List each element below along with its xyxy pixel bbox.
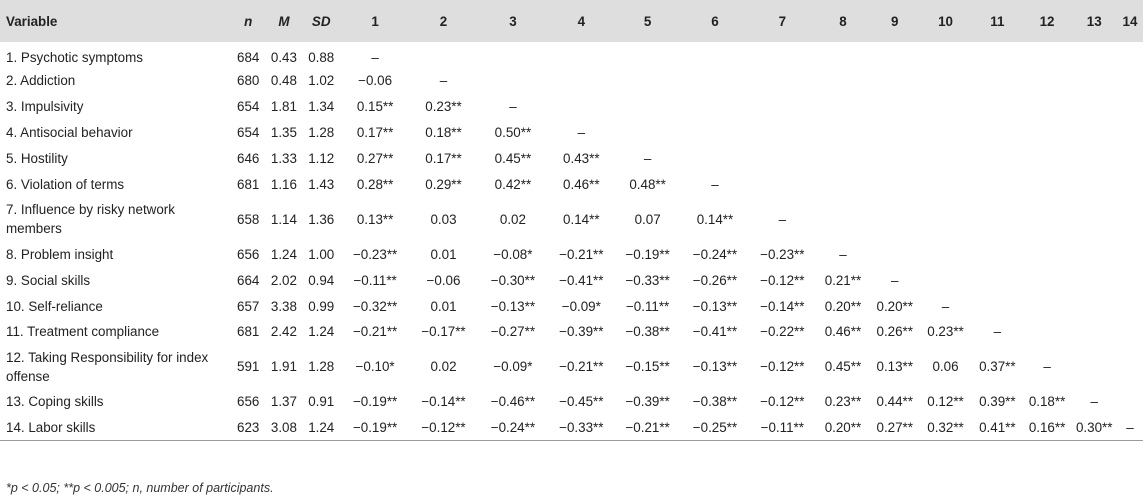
n-cell: 681 bbox=[237, 176, 260, 192]
correlation-cell: −0.41** bbox=[559, 272, 604, 288]
correlation-cell: 0.18** bbox=[1028, 394, 1066, 410]
correlation-cell: −0.21** bbox=[614, 415, 680, 441]
correlation-cell: −0.19** bbox=[625, 246, 670, 262]
table-row bbox=[0, 42, 1143, 68]
correlation-cell bbox=[919, 197, 972, 241]
mean-cell: 2.02 bbox=[270, 272, 297, 288]
correlation-cell: 0.32** bbox=[919, 415, 972, 441]
correlation-cell: – bbox=[839, 246, 847, 262]
correlation-cell bbox=[870, 120, 919, 146]
correlation-cell: −0.13** bbox=[692, 359, 738, 375]
correlation-cell: −0.13** bbox=[490, 298, 536, 314]
column-header-7: 7 bbox=[778, 13, 787, 29]
correlation-cell bbox=[548, 42, 614, 68]
correlation-cell bbox=[1071, 68, 1117, 94]
correlation-cell bbox=[1071, 293, 1117, 319]
variable-label: 13. Coping skills bbox=[6, 394, 104, 410]
n-cell: 684 bbox=[237, 50, 260, 66]
mean-cell: 1.37 bbox=[270, 394, 297, 410]
correlation-cell: −0.26** bbox=[692, 272, 738, 288]
mean-cell: 1.81 bbox=[270, 99, 297, 115]
correlation-cell: 0.39** bbox=[979, 394, 1016, 410]
variable-label: 7. Influence by risky network members bbox=[6, 202, 175, 237]
correlation-cell bbox=[919, 146, 972, 172]
correlation-cell bbox=[1117, 293, 1143, 319]
correlation-cell: – bbox=[509, 99, 517, 115]
correlation-cell: −0.06 bbox=[426, 272, 461, 288]
correlation-cell bbox=[972, 146, 1023, 172]
correlation-cell: – bbox=[778, 211, 787, 227]
correlation-cell bbox=[1023, 68, 1072, 94]
correlation-cell: −0.11** bbox=[749, 415, 815, 441]
correlation-cell: 0.23** bbox=[927, 324, 964, 340]
correlation-cell bbox=[1023, 267, 1072, 293]
sd-cell: 1.28 bbox=[308, 359, 335, 375]
correlation-cell bbox=[972, 68, 1023, 94]
column-header-5: 5 bbox=[643, 13, 652, 29]
table-row bbox=[0, 345, 1143, 389]
correlation-cell bbox=[1071, 319, 1117, 345]
correlation-cell: 0.18** bbox=[425, 125, 462, 141]
correlation-cell: −0.39** bbox=[559, 324, 604, 340]
correlation-cell: 0.26** bbox=[876, 324, 913, 340]
correlation-cell bbox=[1071, 267, 1117, 293]
correlation-cell: 0.43** bbox=[563, 151, 600, 166]
variable-label: 11. Treatment compliance bbox=[6, 324, 160, 340]
correlation-cell bbox=[1071, 241, 1117, 267]
correlation-cell: −0.33** bbox=[625, 272, 670, 288]
correlation-cell bbox=[681, 120, 749, 146]
mean-cell: 1.91 bbox=[270, 359, 297, 375]
sd-cell: 1.34 bbox=[308, 99, 335, 115]
correlation-cell: −0.24** bbox=[692, 246, 738, 262]
sd-cell: 1.00 bbox=[308, 246, 335, 262]
correlation-cell: −0.41** bbox=[692, 324, 738, 340]
correlation-cell bbox=[548, 68, 614, 94]
correlation-cell: – bbox=[891, 272, 899, 288]
correlation-cell: 0.15** bbox=[356, 99, 394, 115]
correlation-cell: 0.37** bbox=[979, 359, 1016, 375]
correlation-cell: −0.23** bbox=[760, 246, 805, 262]
column-header-1: 1 bbox=[371, 13, 379, 29]
correlation-cell: 0.20** bbox=[815, 415, 870, 441]
mean-cell: 1.14 bbox=[270, 211, 297, 227]
correlation-cell bbox=[1117, 241, 1143, 267]
correlation-cell: 0.02 bbox=[499, 211, 526, 227]
correlation-cell: −0.17** bbox=[421, 324, 466, 340]
correlation-cell: 0.23** bbox=[824, 394, 862, 410]
correlation-cell bbox=[1023, 42, 1072, 68]
correlation-cell: 0.29** bbox=[425, 176, 462, 192]
correlation-cell bbox=[1023, 171, 1072, 197]
correlation-cell: −0.46** bbox=[490, 394, 536, 410]
correlation-cell bbox=[614, 120, 680, 146]
correlation-cell bbox=[870, 171, 919, 197]
correlation-cell bbox=[548, 94, 614, 120]
correlation-cell bbox=[919, 94, 972, 120]
sd-cell: 0.94 bbox=[308, 272, 335, 288]
correlation-cell: 0.42** bbox=[494, 176, 532, 192]
column-header-variable: Variable bbox=[6, 13, 58, 29]
sd-cell: 1.02 bbox=[308, 73, 335, 89]
mean-cell: 2.42 bbox=[270, 324, 297, 340]
correlation-cell: 0.30** bbox=[1071, 415, 1117, 441]
correlation-cell bbox=[681, 146, 749, 172]
correlation-cell: 0.02 bbox=[430, 359, 457, 375]
correlation-cell bbox=[1023, 94, 1072, 120]
correlation-cell bbox=[972, 42, 1023, 68]
correlation-cell bbox=[614, 42, 680, 68]
correlation-cell bbox=[919, 241, 972, 267]
table-row bbox=[0, 319, 1143, 345]
correlation-cell: −0.24** bbox=[478, 415, 548, 441]
mean-cell: 1.33 bbox=[270, 151, 297, 166]
correlation-cell bbox=[815, 120, 870, 146]
mean-cell: 0.43 bbox=[270, 50, 297, 66]
correlation-cell: 0.17** bbox=[425, 151, 462, 166]
table-row bbox=[0, 389, 1143, 415]
correlation-cell: 0.12** bbox=[927, 394, 964, 410]
n-cell: 591 bbox=[237, 359, 260, 375]
variable-label: 2. Addiction bbox=[6, 73, 76, 89]
correlation-cell bbox=[1071, 94, 1117, 120]
correlation-cell bbox=[681, 68, 749, 94]
sd-cell: 1.43 bbox=[308, 176, 335, 192]
correlation-cell: −0.11** bbox=[625, 298, 670, 314]
table-row bbox=[0, 146, 1143, 172]
n-cell: 657 bbox=[237, 298, 260, 314]
correlation-cell: −0.09* bbox=[493, 359, 533, 375]
table-row bbox=[0, 197, 1143, 241]
mean-cell: 1.16 bbox=[270, 176, 297, 192]
variable-label: 5. Hostility bbox=[6, 151, 68, 166]
n-cell: 656 bbox=[237, 394, 260, 410]
table-row bbox=[0, 415, 1143, 441]
column-header-n: n bbox=[244, 13, 253, 29]
n-cell: 658 bbox=[237, 211, 260, 227]
mean-cell: 0.48 bbox=[270, 73, 297, 89]
correlation-cell: −0.19** bbox=[352, 394, 398, 410]
table-row bbox=[0, 171, 1143, 197]
correlation-cell bbox=[681, 94, 749, 120]
correlation-cell bbox=[972, 197, 1023, 241]
correlation-cell: 0.17** bbox=[356, 125, 394, 141]
n-cell: 664 bbox=[237, 272, 260, 288]
correlation-cell: 0.41** bbox=[972, 415, 1023, 441]
variable-label: 4. Antisocial behavior bbox=[6, 125, 133, 141]
correlation-cell bbox=[972, 267, 1023, 293]
correlation-cell: 0.46** bbox=[563, 176, 600, 192]
table-row bbox=[0, 120, 1143, 146]
correlation-cell: 0.48** bbox=[629, 176, 666, 192]
correlation-cell: – bbox=[1043, 359, 1051, 375]
correlation-cell: −0.21** bbox=[559, 246, 604, 262]
correlation-cell: −0.15** bbox=[625, 359, 670, 375]
column-header-13: 13 bbox=[1086, 13, 1102, 29]
correlation-cell bbox=[1117, 146, 1143, 172]
n-cell: 680 bbox=[237, 73, 260, 89]
correlation-cell bbox=[1023, 197, 1072, 241]
correlation-cell bbox=[919, 171, 972, 197]
correlation-cell: −0.13** bbox=[692, 298, 738, 314]
column-header-14: 14 bbox=[1122, 13, 1138, 29]
correlation-cell: 0.06 bbox=[932, 359, 959, 375]
column-header-m: M bbox=[278, 13, 290, 29]
correlation-cell: −0.19** bbox=[341, 415, 409, 441]
correlation-cell bbox=[870, 42, 919, 68]
mean-cell: 1.35 bbox=[270, 125, 297, 141]
sd-cell: 0.88 bbox=[308, 50, 335, 66]
column-header-8: 8 bbox=[839, 13, 847, 29]
correlation-cell: 0.50** bbox=[494, 125, 532, 141]
table-footnote: *p < 0.05; **p < 0.005; n, number of participants. bbox=[6, 481, 274, 495]
correlation-cell bbox=[409, 42, 477, 68]
correlation-cell bbox=[749, 94, 815, 120]
correlation-cell: – bbox=[711, 176, 719, 192]
correlation-cell bbox=[1117, 94, 1143, 120]
correlation-cell: 0.01 bbox=[430, 246, 457, 262]
correlation-cell bbox=[972, 293, 1023, 319]
correlation-cell bbox=[478, 42, 548, 68]
column-header-6: 6 bbox=[711, 13, 719, 29]
column-header-12: 12 bbox=[1039, 13, 1055, 29]
correlation-cell bbox=[1023, 146, 1072, 172]
header-row bbox=[0, 0, 1143, 42]
correlation-cell: – bbox=[439, 73, 448, 89]
correlation-cell bbox=[870, 94, 919, 120]
correlation-cell bbox=[749, 42, 815, 68]
correlation-cell: 0.13** bbox=[356, 211, 394, 227]
correlation-cell bbox=[614, 68, 680, 94]
correlation-cell: 0.46** bbox=[824, 324, 862, 340]
correlation-cell: 0.03 bbox=[430, 211, 457, 227]
correlation-cell bbox=[1117, 68, 1143, 94]
correlation-cell: −0.06 bbox=[358, 73, 393, 89]
correlation-cell: −0.33** bbox=[548, 415, 614, 441]
n-cell: 654 bbox=[237, 125, 260, 141]
correlation-cell bbox=[972, 241, 1023, 267]
column-header-2: 2 bbox=[439, 13, 448, 29]
correlation-cell bbox=[870, 241, 919, 267]
correlation-cell: −0.11** bbox=[353, 272, 397, 288]
correlation-cell bbox=[1023, 293, 1072, 319]
correlation-cell bbox=[1071, 171, 1117, 197]
correlation-cell: −0.21** bbox=[352, 324, 398, 340]
column-header-9: 9 bbox=[891, 13, 899, 29]
correlation-cell bbox=[815, 68, 870, 94]
correlation-cell bbox=[681, 42, 749, 68]
variable-label: 6. Violation of terms bbox=[6, 176, 125, 192]
correlation-cell bbox=[815, 146, 870, 172]
correlation-cell: −0.14** bbox=[421, 394, 466, 410]
correlation-cell: 0.28** bbox=[356, 176, 394, 192]
correlation-cell: 0.27** bbox=[870, 415, 919, 441]
correlation-cell bbox=[1023, 120, 1072, 146]
correlation-cell: 0.07 bbox=[634, 211, 661, 227]
correlation-cell: −0.39** bbox=[625, 394, 670, 410]
correlation-cell bbox=[1023, 319, 1072, 345]
correlation-cell bbox=[749, 120, 815, 146]
correlation-cell: – bbox=[371, 50, 379, 66]
correlation-cell: −0.08* bbox=[493, 246, 533, 262]
sd-cell: 1.28 bbox=[308, 125, 335, 141]
sd-cell: 1.12 bbox=[308, 151, 335, 166]
correlation-cell: −0.27** bbox=[490, 324, 536, 340]
correlation-cell: – bbox=[643, 151, 652, 166]
variable-label: 14. Labor skills bbox=[0, 415, 230, 441]
correlation-cell: 0.45** bbox=[494, 151, 532, 166]
mean-cell: 3.38 bbox=[270, 298, 297, 314]
correlation-cell bbox=[815, 197, 870, 241]
n-cell: 623 bbox=[230, 415, 266, 441]
correlation-cell: −0.12** bbox=[409, 415, 477, 441]
correlation-cell: −0.32** bbox=[352, 298, 398, 314]
correlation-cell: −0.12** bbox=[760, 272, 805, 288]
correlation-cell bbox=[1117, 120, 1143, 146]
correlation-cell bbox=[1117, 171, 1143, 197]
sd-cell: 1.36 bbox=[308, 211, 335, 227]
correlation-cell bbox=[1023, 241, 1072, 267]
correlation-cell: 0.20** bbox=[876, 298, 913, 314]
correlation-cell bbox=[972, 171, 1023, 197]
correlation-cell: −0.38** bbox=[692, 394, 738, 410]
table-row bbox=[0, 267, 1143, 293]
correlation-cell: −0.25** bbox=[681, 415, 749, 441]
correlation-cell: −0.14** bbox=[760, 298, 805, 314]
correlation-cell: – bbox=[1117, 415, 1143, 441]
correlation-cell bbox=[1117, 345, 1143, 389]
correlation-cell bbox=[972, 120, 1023, 146]
n-cell: 654 bbox=[237, 99, 260, 115]
column-header-4: 4 bbox=[577, 13, 586, 29]
variable-label: 9. Social skills bbox=[6, 272, 91, 288]
n-cell: 646 bbox=[237, 151, 260, 166]
column-header-11: 11 bbox=[990, 13, 1005, 29]
correlation-cell: −0.12** bbox=[760, 394, 805, 410]
table-row bbox=[0, 241, 1143, 267]
correlation-cell bbox=[815, 171, 870, 197]
correlation-cell: – bbox=[1090, 394, 1098, 410]
correlation-cell: 0.01 bbox=[430, 298, 457, 314]
variable-label: 10. Self-reliance bbox=[6, 298, 103, 314]
correlation-cell bbox=[870, 68, 919, 94]
correlation-cell bbox=[919, 42, 972, 68]
correlation-cell: −0.45** bbox=[559, 394, 604, 410]
correlation-cell: −0.10* bbox=[355, 359, 395, 375]
correlation-cell bbox=[749, 146, 815, 172]
correlation-cell bbox=[870, 146, 919, 172]
correlation-cell bbox=[919, 68, 972, 94]
table-row bbox=[0, 68, 1143, 94]
correlation-cell bbox=[870, 197, 919, 241]
correlation-cell bbox=[815, 42, 870, 68]
correlation-cell: 0.16** bbox=[1023, 415, 1072, 441]
sd-cell: 1.24 bbox=[308, 324, 335, 340]
correlation-cell: – bbox=[577, 125, 586, 141]
correlation-cell: −0.23** bbox=[352, 246, 398, 262]
correlation-cell bbox=[1117, 197, 1143, 241]
correlation-cell bbox=[614, 94, 680, 120]
correlation-cell bbox=[1071, 146, 1117, 172]
correlation-cell: 0.45** bbox=[824, 359, 862, 375]
correlation-cell: −0.38** bbox=[625, 324, 670, 340]
correlation-cell bbox=[1117, 389, 1143, 415]
sd-cell: 0.91 bbox=[308, 394, 335, 410]
correlation-cell bbox=[478, 68, 548, 94]
sd-cell: 1.24 bbox=[302, 415, 341, 441]
column-header-10: 10 bbox=[938, 13, 953, 29]
correlation-cell: 0.44** bbox=[876, 394, 913, 410]
correlation-cell: 0.14** bbox=[563, 211, 600, 227]
variable-label: 1. Psychotic symptoms bbox=[6, 50, 143, 66]
correlation-cell bbox=[1117, 319, 1143, 345]
correlation-cell: 0.27** bbox=[356, 151, 394, 166]
correlation-cell: −0.09* bbox=[561, 298, 601, 314]
correlation-cell bbox=[1071, 120, 1117, 146]
correlation-cell: −0.21** bbox=[559, 359, 604, 375]
correlation-cell bbox=[815, 94, 870, 120]
correlation-cell: – bbox=[993, 324, 1002, 340]
variable-label: 12. Taking Responsibility for index offense bbox=[6, 349, 209, 384]
correlation-cell: 0.13** bbox=[876, 359, 913, 375]
mean-cell: 1.24 bbox=[270, 246, 297, 262]
correlation-cell bbox=[749, 171, 815, 197]
correlation-cell bbox=[749, 68, 815, 94]
table-row bbox=[0, 94, 1143, 120]
sd-cell: 0.99 bbox=[308, 298, 335, 314]
correlation-cell bbox=[1117, 267, 1143, 293]
correlation-cell bbox=[1071, 197, 1117, 241]
correlation-cell: −0.22** bbox=[760, 324, 805, 340]
column-header-3: 3 bbox=[509, 13, 517, 29]
correlation-cell bbox=[1071, 345, 1117, 389]
correlation-cell bbox=[919, 120, 972, 146]
variable-label: 3. Impulsivity bbox=[6, 99, 84, 115]
correlation-cell: −0.30** bbox=[490, 272, 536, 288]
mean-cell: 3.08 bbox=[266, 415, 301, 441]
table-row bbox=[0, 293, 1143, 319]
correlation-cell: −0.12** bbox=[760, 359, 805, 375]
correlation-cell: – bbox=[941, 298, 950, 314]
correlation-cell bbox=[1117, 42, 1143, 68]
correlation-cell: 0.21** bbox=[824, 272, 862, 288]
correlation-cell: 0.23** bbox=[425, 99, 462, 115]
n-cell: 656 bbox=[237, 246, 260, 262]
correlation-cell bbox=[919, 267, 972, 293]
correlation-cell bbox=[972, 94, 1023, 120]
correlation-cell: 0.20** bbox=[824, 298, 862, 314]
column-header-sd: SD bbox=[311, 13, 331, 29]
correlation-cell: 0.14** bbox=[696, 211, 734, 227]
table-body bbox=[0, 42, 1143, 441]
correlation-cell bbox=[1071, 42, 1117, 68]
n-cell: 681 bbox=[237, 324, 260, 340]
variable-label: 8. Problem insight bbox=[6, 246, 114, 262]
